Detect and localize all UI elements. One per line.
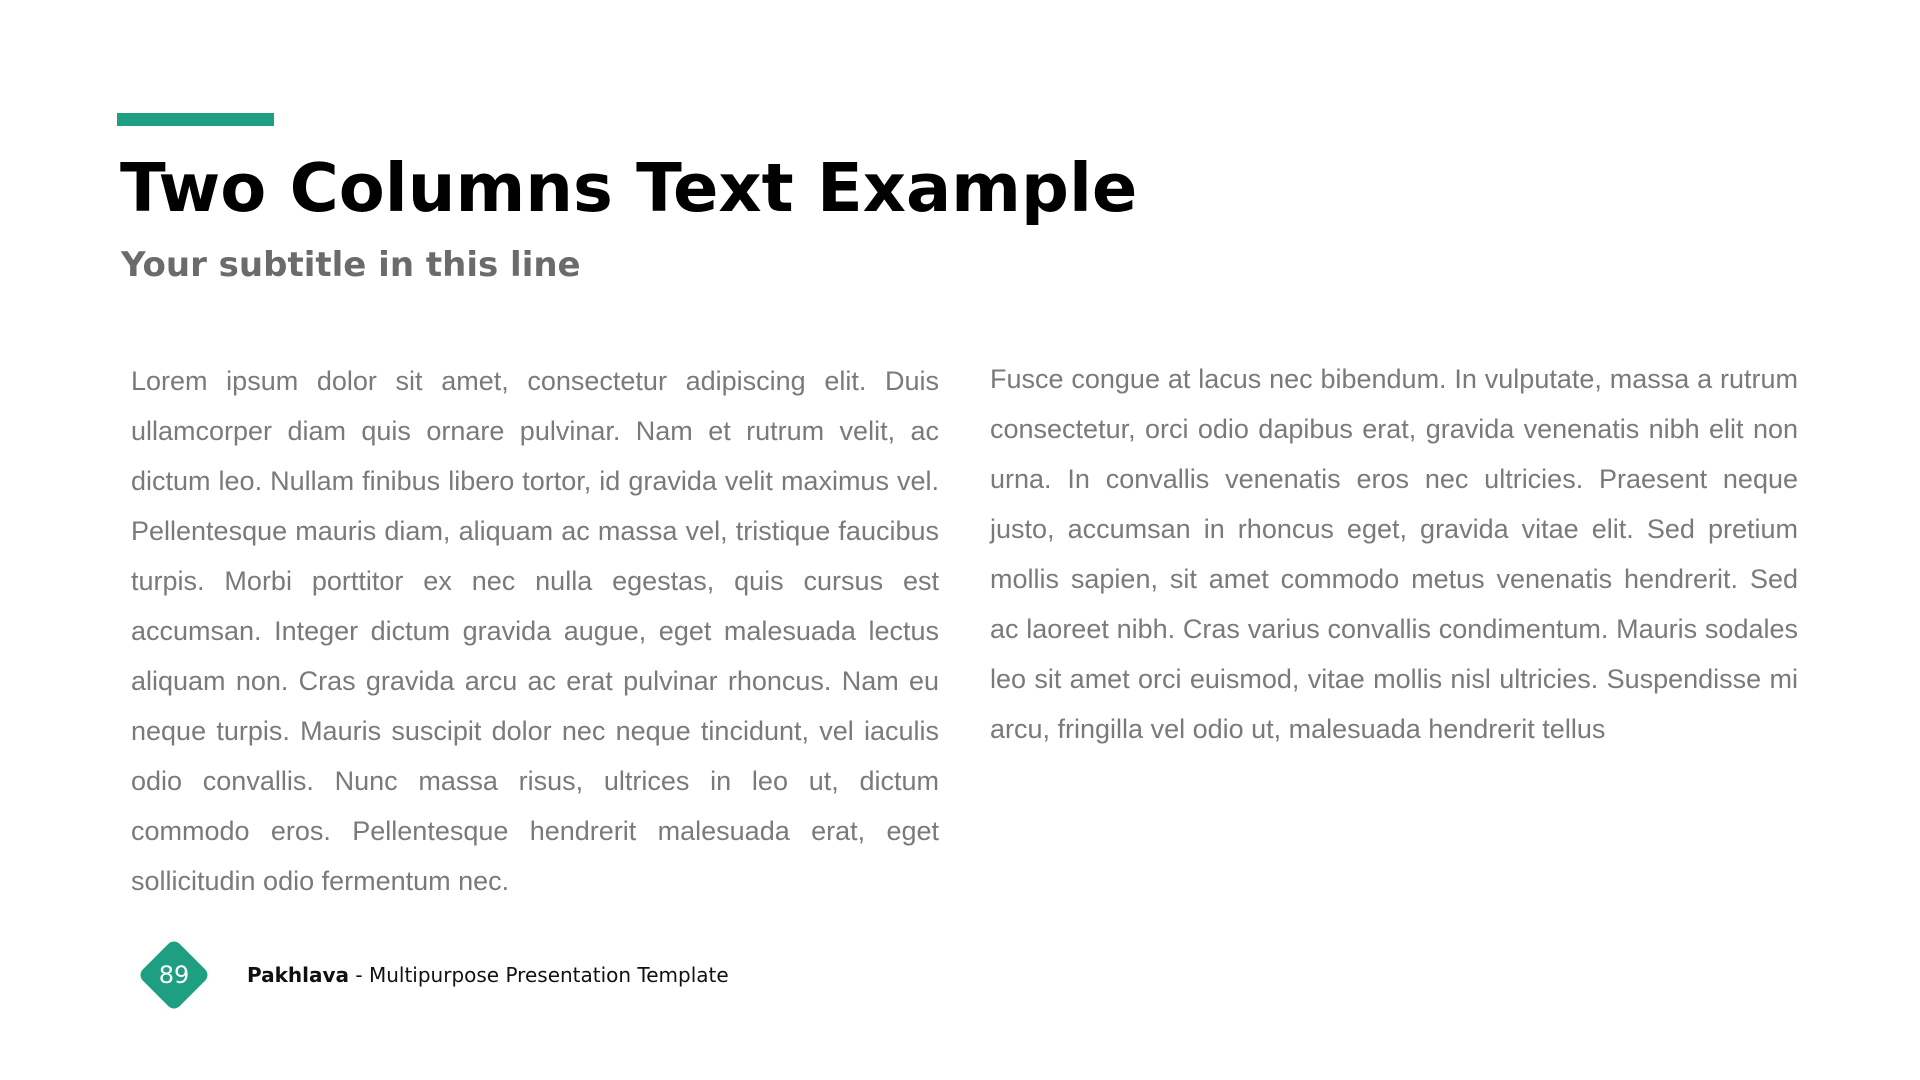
text-column-left: Lorem ipsum dolor sit amet, consectetur adipiscing elit. Duis ullamcorper diam quis ornare pulvinar. Nam et rutrum velit, ac dictum leo. Nullam finibus libero tortor, id gravida velit maximus vel. Pellentesque mauris diam, aliquam ac massa vel, tristique faucibus turpis. Morbi porttitor ex nec nulla egestas, quis cursus est accumsan. Integer dictum gravida augue, eget malesuada lectus aliquam non. Cras gravida arcu ac erat pulvinar rhoncus. Nam eu neque turpis. Mauris suscipit dolor nec neque tincidunt, vel iaculis odio convallis. Nunc massa risus, ultrices in leo ut, dictum commodo eros. Pellentesque hendrerit malesuada erat, eget sollicitudin odio fermentum nec. — [131, 366, 939, 896]
text-column-right: Fusce congue at lacus nec bibendum. In vulputate, massa a rutrum consectetur, orci odio dapibus erat, gravida venenatis nibh elit non urna. In convallis venenatis eros nec ultricies. Praesent neque justo, accumsan in rhoncus eget, gravida vitae elit. Sed pretium mollis sapien, sit amet commodo metus venenatis hendrerit. Sed ac laoreet nibh. Cras varius convallis condimentum. Mauris sodales leo sit amet orci euismod, vitae mollis nisl ultricies. Suspendisse mi arcu, fringilla vel odio ut, malesuada hendrerit tellus — [990, 364, 1798, 744]
slide-title: Two Columns Text Example — [120, 149, 1138, 227]
accent-bar — [117, 113, 274, 126]
slide-subtitle: Your subtitle in this line — [121, 245, 581, 285]
footer — [137, 938, 729, 1012]
page-number: 89 — [158, 961, 190, 989]
footer-text — [247, 963, 729, 987]
footer-brand: Pakhlava — [247, 963, 350, 987]
footer-tagline: - Multipurpose Presentation Template — [349, 963, 729, 987]
page-number-badge — [137, 938, 211, 1012]
